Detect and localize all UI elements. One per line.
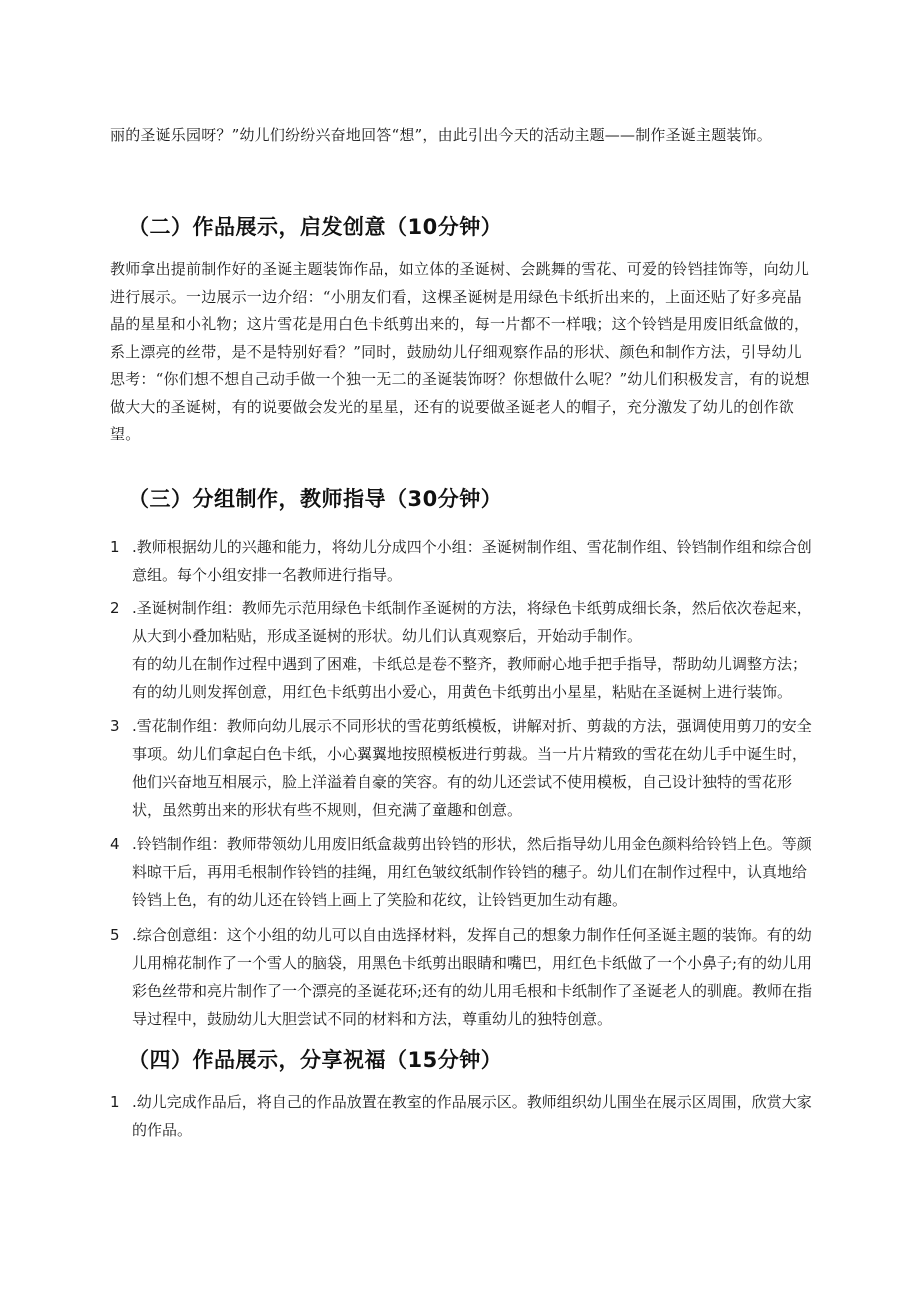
item-text: .教师根据幼儿的兴趣和能力，将幼儿分成四个小组：圣诞树制作组、雪花制作组、铃铛制作组和综合创意组。每个小组安排一名教师进行指导。 <box>132 538 812 584</box>
item-number: 2 <box>110 599 120 617</box>
section-3-item-1 <box>110 533 815 589</box>
section-2-body: 教师拿出提前制作好的圣诞主题装饰作品，如立体的圣诞树、会跳舞的雪花、可爱的铃铛挂饰等，向幼儿进行展示。一边展示一边介绍：“小朋友们看，这棵圣诞树是用绿色卡纸折出来的，上面还贴了好多亮晶晶的星星和小礼物；这片雪花是用白色卡纸剪出来的，每一片都不一样哦；这个铃铛是用废旧纸盒做的，系上漂亮的丝带，是不是特别好看？”同时，鼓励幼儿仔细观察作品的形状、颜色和制作方法，引导幼儿思考：“你们想不想自己动手做一个独一无二的圣诞装饰呀？你想做什么呢？”幼儿们积极发言，有的说想做大大的圣诞树，有的说要做会发光的星星，还有的说要做圣诞老人的帽子，充分激发了幼儿的创作欲望。 <box>110 260 810 443</box>
item-text: .雪花制作组：教师向幼儿展示不同形状的雪花剪纸模板，讲解对折、剪裁的方法，强调使用剪刀的安全事项。幼儿们拿起白色卡纸，小心翼翼地按照模板进行剪裁。当一片片精致的雪花在幼儿手中诞生时，他们兴奋地互相展示，脸上洋溢着自豪的笑容。有的幼儿还尝试不使用模板，自己设计独特的雪花形状，虽然剪出来的形状有些不规则，但充满了童趣和创意。 <box>132 717 812 819</box>
item-continuation: 有的幼儿在制作过程中遇到了困难，卡纸总是卷不整齐，教师耐心地手把手指导，帮助幼儿调整方法；有的幼儿则发挥创意，用红色卡纸剪出小爱心，用黄色卡纸剪出小星星，粘贴在圣诞树上进行装饰。 <box>132 655 808 701</box>
intro-paragraph: 丽的圣诞乐园呀？”幼儿们纷纷兴奋地回答“想”，由此引出今天的活动主题——制作圣诞主题装饰。 <box>110 126 773 144</box>
section-3-item-3 <box>110 712 815 824</box>
item-number: 1 <box>110 1093 120 1111</box>
section-2-heading: （二）作品展示，启发创意（10分钟） <box>128 215 503 239</box>
section-3-item-2 <box>110 594 815 706</box>
section-3-item-4 <box>110 830 815 914</box>
section-4-heading: （四）作品展示，分享祝福（15分钟） <box>128 1048 503 1072</box>
item-text: .铃铛制作组：教师带领幼儿用废旧纸盒裁剪出铃铛的形状，然后指导幼儿用金色颜料给铃铛上色。等颜料晾干后，再用毛根制作铃铛的挂绳，用红色皱纹纸制作铃铛的穗子。幼儿们在制作过程中，认真地给铃铛上色，有的幼儿还在铃铛上画上了笑脸和花纹，让铃铛更加生动有趣。 <box>132 835 812 909</box>
item-number: 5 <box>110 926 120 944</box>
section-3-item-5 <box>110 921 815 1033</box>
item-text: .圣诞树制作组：教师先示范用绿色卡纸制作圣诞树的方法，将绿色卡纸剪成细长条，然后依次卷起来，从大到小叠加粘贴，形成圣诞树的形状。幼儿们认真观察后，开始动手制作。 <box>132 599 812 645</box>
section-4-item-1 <box>110 1088 815 1144</box>
item-number: 4 <box>110 835 120 853</box>
item-number: 1 <box>110 538 120 556</box>
item-text: .幼儿完成作品后，将自己的作品放置在教室的作品展示区。教师组织幼儿围坐在展示区周围，欣赏大家的作品。 <box>132 1093 812 1139</box>
item-number: 3 <box>110 717 120 735</box>
section-3-heading: （三）分组制作，教师指导（30分钟） <box>128 487 503 511</box>
item-text: .综合创意组：这个小组的幼儿可以自由选择材料，发挥自己的想象力制作任何圣诞主题的装饰。有的幼儿用棉花制作了一个雪人的脑袋，用黑色卡纸剪出眼睛和嘴巴，用红色卡纸做了一个小鼻子;有的幼儿用彩色丝带和亮片制作了一个漂亮的圣诞花环;还有的幼儿用毛根和卡纸制作了圣诞老人的驯鹿。教师在指导过程中，鼓励幼儿大胆尝试不同的材料和方法，尊重幼儿的独特创意。 <box>132 926 813 1028</box>
